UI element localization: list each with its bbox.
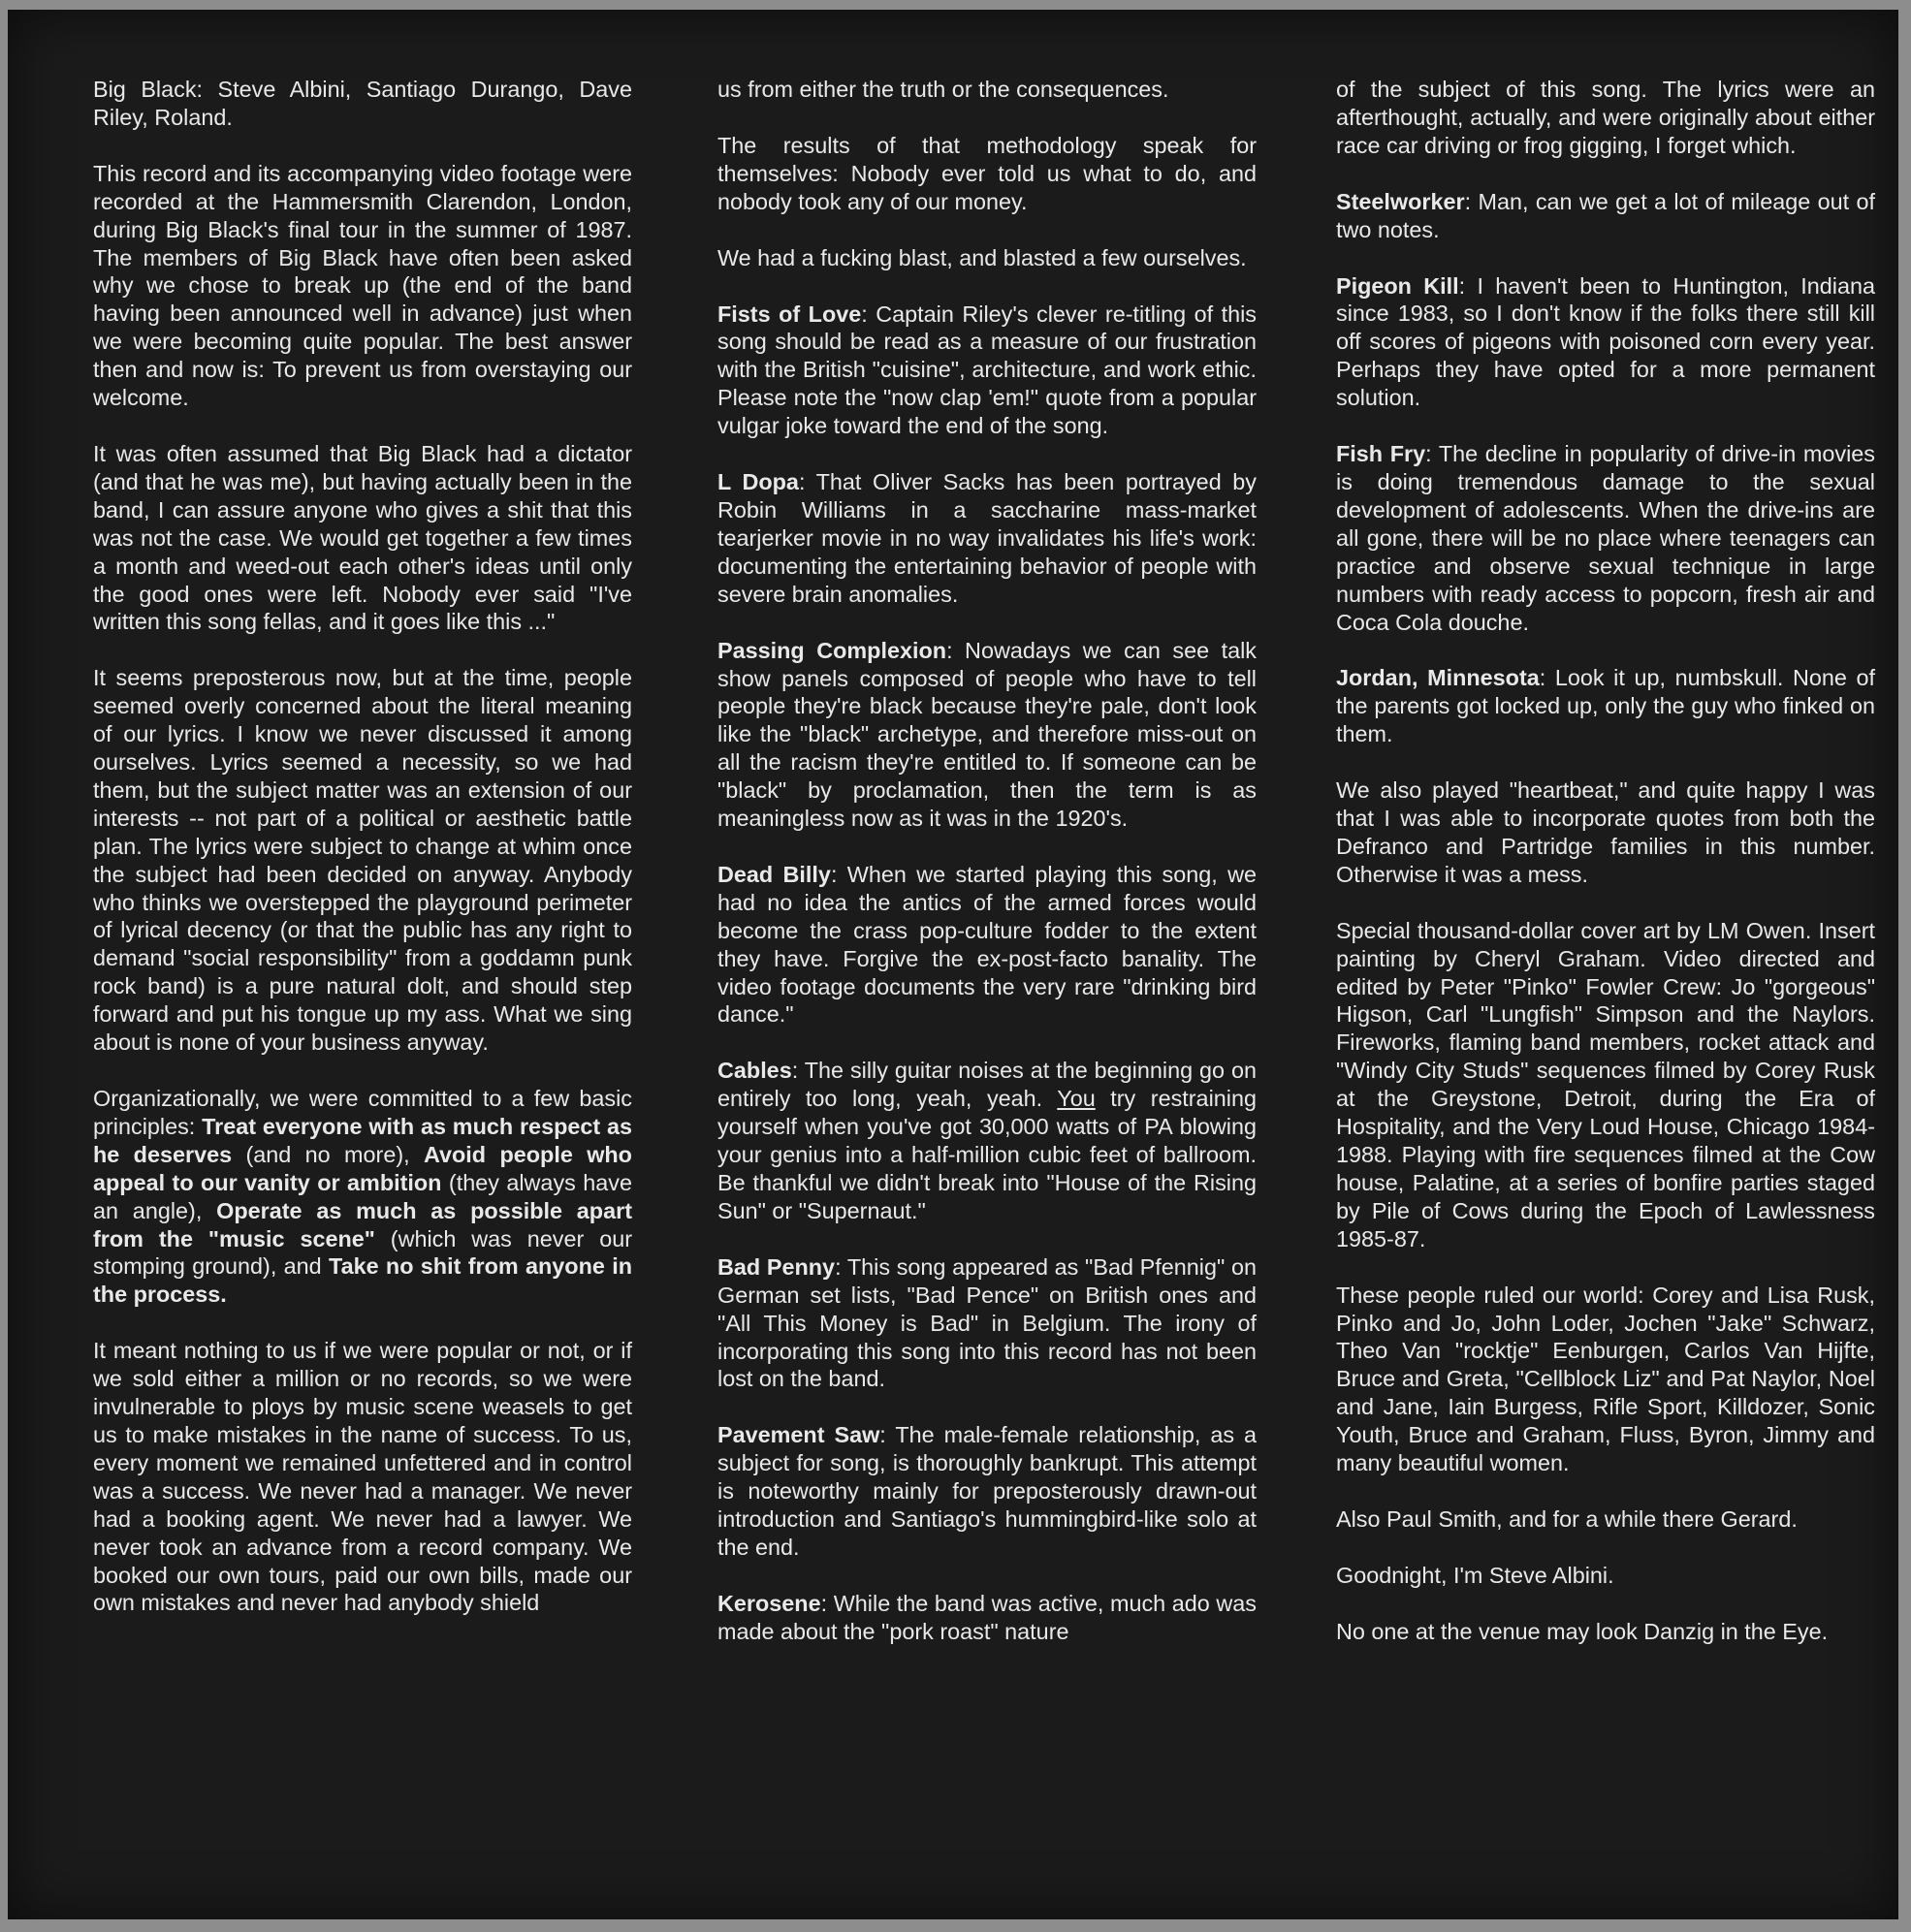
liner-note-paragraph [1336,917,1875,1253]
liner-notes-column-1 [93,76,632,1645]
note-text: It meant nothing to us if we were popular or not, or if we sold either a million or no records, so we were invulnerable to ploys by music scene weasels to get us to make mistakes in the name of success. To us, every moment we remained unfettered and in control was a success. We never had a manager. We never had a booking agent. We never had a lawyer. We never took an advance from a record company. We booked our own tours, paid our own bills, made our own mistakes and never had anybody shield [93,1338,632,1616]
liner-note-paragraph [1336,1562,1875,1590]
note-text: : That Oliver Sacks has been portrayed by Robin Williams in a saccharine mass-market tearjerker movie in no way invalidates his life's work: documenting the entertaining behavior of people with severe brain anomalies. [717,469,1257,607]
song-title: Pigeon Kill [1336,272,1459,299]
liner-note-paragraph [93,1337,632,1617]
note-text: This record and its accompanying video footage were recorded at the Hammersmith Clarendon, London, during Big Black's final tour in the summer of 1987. The members of Big Black have often been asked why we chose to break up (the end of the band having been announced well in advance) just when we were becoming quite popular. The best answer then and now is: To prevent us from overstaying our welcome. [93,160,632,411]
liner-note-paragraph [93,160,632,412]
note-text: We also played "heartbeat," and quite happy I was that I was able to incorporate quotes from both the Defranco and Partridge families in this number. Otherwise it was a mess. [1336,777,1875,887]
liner-note-paragraph [93,1085,632,1309]
note-text: : This song appeared as "Bad Pfennig" on German set lists, "Bad Pence" on British ones and "All This Money is Bad" in Belgium. The irony of incorporating this song into this record has not been lost on the band. [717,1253,1257,1392]
liner-note-paragraph [717,1421,1257,1562]
song-title: Take no shit from anyone in the process. [93,1253,632,1308]
liner-notes-column-3 [1336,76,1875,1674]
liner-note-paragraph [717,76,1257,104]
song-title: L Dopa [717,469,799,495]
note-text: : Look it up, numbskull. None of the parents got locked up, only the guy who finked on them. [1336,665,1875,747]
note-text: : Man, can we get a lot of mileage out of two notes. [1336,188,1875,242]
liner-note-paragraph [717,468,1257,609]
note-text: (they always have an angle), [93,1169,632,1223]
liner-note-paragraph [1336,1618,1875,1646]
note-text: : When we started playing this song, we had no idea the antics of the armed forces would become the crass pop-culture fodder to the extent they have. Forgive the ex-post-facto banality. The video footage documents the very rare "drinking bird dance." [717,861,1257,1028]
note-text: Also Paul Smith, and for a while there Gerard. [1336,1505,1798,1532]
note-text: Big Black: Steve Albini, Santiago Durango, Dave Riley, Roland. [93,77,632,130]
song-title: Steelworker [1336,188,1465,214]
song-title: Fists of Love [717,301,862,327]
liner-note-paragraph [717,1253,1257,1394]
note-text: We had a fucking blast, and blasted a few ourselves. [717,244,1247,270]
song-title: Cables [717,1058,792,1084]
note-text: try restraining yourself when you've got 30,000 watts of PA blowing your genius into a half-million cubic feet of ballroom. Be thankful we didn't break into "House of the Rising Sun" or "Supernaut." [717,1086,1257,1223]
note-text: : The decline in popularity of drive-in movies is doing tremendous damage to the sexual development of adolescents. When the drive-ins are all gone, there will be no place where teenagers can practice and observe sexual technique in large numbers with ready access to popcorn, fresh air and Coca Cola douche. [1336,441,1875,635]
liner-note-paragraph [717,301,1257,441]
liner-note-paragraph [1336,1505,1875,1534]
liner-note-paragraph [93,76,632,132]
note-text: Organizationally, we were committed to a few basic principles: [93,1086,632,1139]
song-title: Treat everyone with as much respect as he deserves [93,1113,632,1167]
song-title: Avoid people who appeal to our vanity or ambition [93,1141,632,1195]
liner-notes-sleeve [8,10,1898,1919]
song-title: Passing Complexion [717,637,947,663]
liner-note-paragraph [1336,272,1875,413]
liner-note-paragraph [717,1590,1257,1646]
note-text: : The male-female relationship, as a subject for song, is thoroughly bankrupt. This attempt is noteworthy mainly for preposterously drawn-out introduction and Santiago's hummingbird-like solo at the end. [717,1422,1257,1560]
song-title: Pavement Saw [717,1422,880,1448]
liner-note-paragraph [717,1057,1257,1224]
note-text: of the subject of this song. The lyrics were an afterthought, actually, and were originally about either race car driving or frog gigging, I forget which. [1336,77,1875,158]
note-text: : Nowadays we can see talk show panels composed of people who have to tell people they're black because they're pale, don't look like the "black" archetype, and therefore miss-out on all the racism they're entitled to. If someone can be "black" by proclamation, then the term is as meaningless now as it was in the 1920's. [717,637,1257,832]
note-text: (and no more), [232,1141,424,1167]
liner-note-paragraph [1336,76,1875,160]
liner-note-paragraph [1336,1282,1875,1477]
song-title: Fish Fry [1336,441,1426,467]
liner-note-paragraph [717,132,1257,216]
liner-note-paragraph [1336,188,1875,244]
note-text: (which was never our stomping ground), and [93,1225,633,1280]
note-text: : Captain Riley's clever re-titling of this song should be read as a measure of our frustration with the British "cuisine", architecture, and work ethic. Please note the "now clap 'em!" quote from a popular vulgar joke toward the end of the song. [717,301,1257,439]
note-text: us from either the truth or the consequences. [717,77,1169,102]
note-text: : I haven't been to Huntington, Indiana since 1983, so I don't know if the folks there still kill off scores of pigeons with poisoned corn every year. Perhaps they have opted for a more permanent solution. [1336,272,1876,411]
liner-note-paragraph [717,637,1257,833]
note-text: : The silly guitar noises at the beginning go on entirely too long, yeah, yeah. [717,1058,1257,1112]
note-text: No one at the venue may look Danzig in the Eye. [1336,1618,1829,1644]
liner-note-paragraph [1336,776,1875,889]
liner-note-paragraph [717,861,1257,1029]
song-title: Dead Billy [717,861,831,887]
note-text: Special thousand-dollar cover art by LM Owen. Insert painting by Cheryl Graham. Video directed and edited by Peter "Pinko" Fowler Crew: Jo "gorgeous" Higson, Carl "Lungfish" Simpson and the Naylors. Fireworks, flaming band members, rocket attack and "Windy City Studs" sequences filmed by Corey Rusk at the Greystone, Detroit, during the Era of Hospitality, and the Very Loud House, Chicago 1984-1988. Playing with fire sequences filmed at the Cow house, Palatine, at a series of bonfire parties staged by Pile of Cows during the Epoch of Lawlessness 1985-87. [1336,917,1875,1251]
emphasis-text: You [1057,1086,1096,1112]
note-text: : While the band was active, much ado was made about the "pork roast" nature [717,1590,1257,1644]
song-title: Operate as much as possible apart from the "music scene" [93,1197,632,1251]
song-title: Bad Penny [717,1253,836,1280]
liner-note-paragraph [93,440,632,636]
song-title: Jordan, Minnesota [1336,665,1540,691]
song-title: Kerosene [717,1590,821,1616]
liner-note-paragraph [1336,440,1875,636]
liner-note-paragraph [1336,664,1875,748]
note-text: It seems preposterous now, but at the time, people seemed overly concerned about the literal meaning of our lyrics. I know we never discussed it among ourselves. Lyrics seemed a necessity, so we had them, but the subject matter was an extension of our interests -- not part of a political or aesthetic battle plan. The lyrics were subject to change at whim once the subject had been decided on anyway. Anybody who thinks we overstepped the playground perimeter of lyrical decency (or that the public has any right to demand "social responsibility" from a goddamn punk rock band) is a pure natural dolt, and should step forward and put his tongue up my ass. What we sing about is none of your business anyway. [93,665,632,1056]
note-text: The results of that methodology speak for themselves: Nobody ever told us what to do, and nobody took any of our money. [717,132,1257,214]
note-text: Goodnight, I'm Steve Albini. [1336,1562,1614,1588]
liner-note-paragraph [717,244,1257,272]
liner-notes-column-2 [717,76,1257,1674]
liner-note-paragraph [93,664,632,1057]
note-text: These people ruled our world: Corey and Lisa Rusk, Pinko and Jo, John Loder, Jochen "Jake" Schwarz, Theo Van "rocktje" Eenburgen, Carlos Van Hijfte, Bruce and Greta, "Cellblock Liz" and Pat Naylor, Noel and Jane, Iain Burgess, Rifle Sport, Killdozer, Sonic Youth, Bruce and Graham, Fluss, Byron, Jimmy and many beautiful women. [1336,1282,1875,1476]
note-text: It was often assumed that Big Black had a dictator (and that he was me), but having actually been in the band, I can assure anyone who gives a shit that this was not the case. We would get together a few times a month and weed-out each other's ideas until only the good ones were left. Nobody ever said "I've written this song fellas, and it goes like this ..." [93,440,632,635]
